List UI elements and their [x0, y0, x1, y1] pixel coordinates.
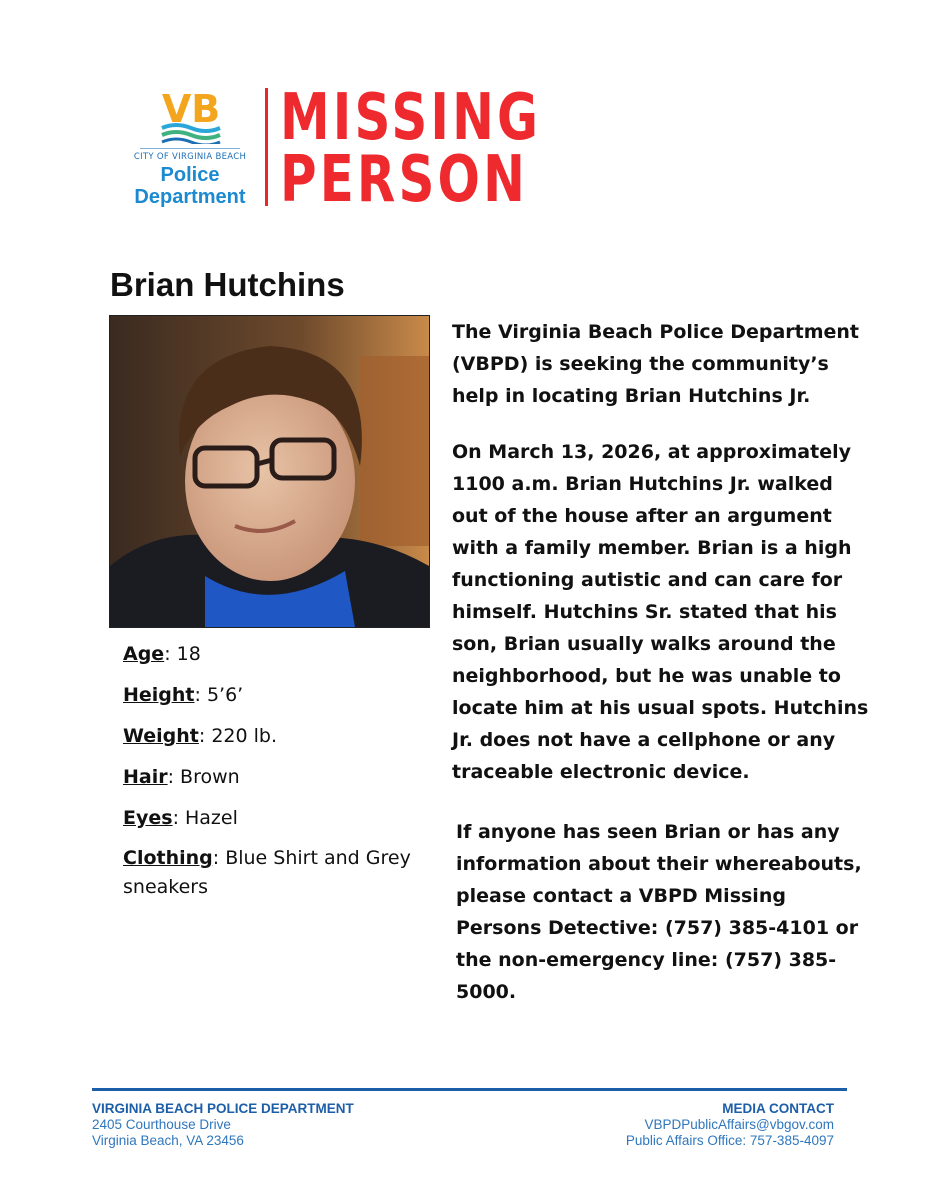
svg-text:VB: VB — [161, 88, 221, 131]
footer-street: 2405 Courthouse Drive — [92, 1117, 231, 1132]
vb-logo-mark-icon — [156, 88, 226, 144]
banner-missing: MISSING — [280, 81, 542, 155]
footer-email-link[interactable]: VBPDPublicAffairs@vbgov.com — [644, 1117, 834, 1132]
footer-dept-name: VIRGINIA BEACH POLICE DEPARTMENT — [92, 1101, 354, 1116]
person-portrait-icon — [110, 316, 429, 627]
attr-value: : 18 — [164, 643, 201, 665]
attr-value: : Brown — [167, 766, 240, 788]
attr-hair — [123, 764, 423, 790]
logo-police-text: Police — [160, 164, 220, 186]
footer-media-heading: MEDIA CONTACT — [722, 1101, 834, 1116]
attr-label: Weight — [123, 725, 199, 747]
attr-eyes — [123, 805, 423, 831]
header-divider — [265, 88, 268, 206]
footer-city: Virginia Beach, VA 23456 — [92, 1133, 244, 1148]
logo-department-text: Department — [134, 186, 246, 208]
attr-age — [123, 641, 423, 667]
person-photo — [109, 315, 430, 628]
person-name: Brian Hutchins — [110, 266, 345, 303]
attr-label: Height — [123, 684, 195, 706]
person-attributes — [123, 641, 423, 917]
vbpd-logo — [126, 88, 254, 208]
attr-label: Clothing — [123, 847, 213, 869]
footer-divider — [92, 1088, 847, 1091]
attr-label: Hair — [123, 766, 168, 788]
attr-value: : Hazel — [172, 807, 238, 829]
attr-label: Eyes — [123, 807, 173, 829]
details-paragraph: On March 13, 2026, at approximately 1100 a.m. Brian Hutchins Jr. walked out of the house after an argument with a family member. Brian is a high functioning autistic and can care for himself. Hutchins Sr. stated that his son, Brian usually walks around the neighborhood, but he was unable to locate him at his usual spots. Hutchins Jr. does not have a cellphone or any traceable electronic device. — [452, 441, 869, 783]
attr-value: : 5’6’ — [194, 684, 244, 706]
contact-paragraph: If anyone has seen Brian or has any information about their whereabouts, please contact a VBPD Missing Persons Detective: (757) 385-4101 or the non-emergency line: (757) 385-5000. — [456, 821, 862, 1003]
footer-media-contact — [560, 1101, 834, 1149]
logo-divider — [140, 148, 240, 149]
attr-height — [123, 682, 423, 708]
attr-value: : Blue Shirt and Grey sneakers — [123, 847, 411, 898]
intro-paragraph: The Virginia Beach Police Department (VBPD) is seeking the community’s help in locating Brian Hutchins Jr. — [452, 321, 860, 407]
logo-city-line: CITY OF VIRGINIA BEACH — [133, 152, 247, 162]
attr-value: : 220 lb. — [198, 725, 278, 747]
banner-person: PERSON — [280, 143, 529, 217]
attr-weight — [123, 723, 423, 749]
footer-phone: Public Affairs Office: 757-385-4097 — [625, 1133, 834, 1148]
attr-clothing — [123, 844, 423, 902]
attr-label: Age — [123, 643, 165, 665]
footer-address — [92, 1101, 354, 1149]
